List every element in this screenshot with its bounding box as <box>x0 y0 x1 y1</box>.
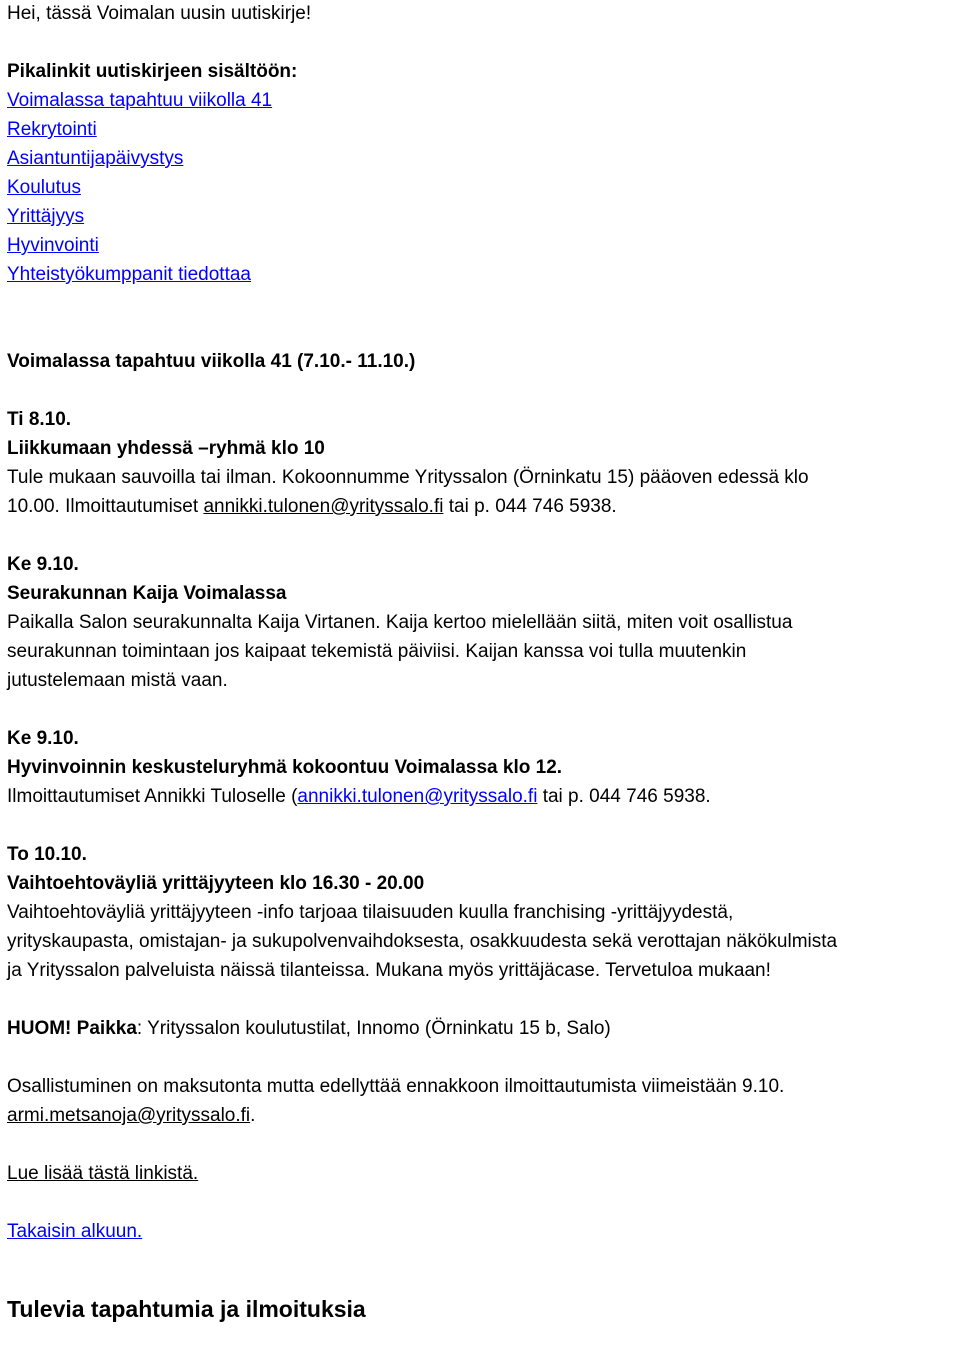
registration-text: Ilmoittautumiset Annikki Tuloselle ( <box>7 786 298 807</box>
event-description: yrityskaupasta, omistajan- ja sukupolvenvaihdoksesta, osakkuudesta sekä verottajan näkökulmista <box>7 931 838 952</box>
event-description: seurakunnan toimintaan jos kaipaat tekemistä päiviisi. Kaijan kanssa voi tulla muutenkin <box>7 641 747 662</box>
event-registration <box>7 782 960 811</box>
event-description: jutustelemaan mistä vaan. <box>7 670 228 691</box>
event-title: Vaihtoehtoväyliä yrittäjyyteen klo 16.30 - 20.00 <box>7 873 425 894</box>
week-heading: Voimalassa tapahtuu viikolla 41 (7.10.- 11.10.) <box>7 351 416 372</box>
event-contact <box>7 1101 960 1130</box>
event-location <box>7 1014 960 1043</box>
event-date: Ke 9.10. <box>7 728 79 749</box>
quicklink-rekrytointi[interactable]: Rekrytointi <box>7 119 97 140</box>
quicklink-koulutus[interactable]: Koulutus <box>7 177 81 198</box>
registration-text: 10.00. Ilmoittautumiset <box>7 496 204 517</box>
back-to-top-row <box>7 1217 960 1246</box>
event-date: Ke 9.10. <box>7 554 79 575</box>
event-title: Liikkumaan yhdessä –ryhmä klo 10 <box>7 438 325 459</box>
huom-label: HUOM! <box>7 1018 72 1039</box>
quicklinks-section <box>7 57 960 289</box>
event-description: Tule mukaan sauvoilla tai ilman. Kokoonnumme Yrityssalon (Örninkatu 15) pääoven edessä klo <box>7 467 809 488</box>
contact-suffix: . <box>250 1105 256 1126</box>
event-title: Seurakunnan Kaija Voimalassa <box>7 583 287 604</box>
email-link[interactable]: annikki.tulonen@yrityssalo.fi <box>203 496 444 517</box>
greeting: Hei, tässä Voimalan uusin uutiskirje! <box>7 3 312 24</box>
quicklink-voimalassa-tapahtuu[interactable]: Voimalassa tapahtuu viikolla 41 <box>7 90 273 111</box>
email-link[interactable]: annikki.tulonen@yrityssalo.fi <box>297 786 538 807</box>
paikka-label: Paikka <box>76 1018 137 1039</box>
quicklink-yrittajyys[interactable]: Yrittäjyys <box>7 206 85 227</box>
back-to-top-link[interactable]: Takaisin alkuun. <box>7 1221 143 1242</box>
phone-text: tai p. 044 746 5938. <box>443 496 617 517</box>
event-seurakunta <box>7 550 960 695</box>
upcoming-heading: Tulevia tapahtumia ja ilmoituksia <box>7 1296 366 1322</box>
quicklink-hyvinvointi[interactable]: Hyvinvointi <box>7 235 99 256</box>
contact-email-link[interactable]: armi.metsanoja@yrityssalo.fi <box>7 1105 251 1126</box>
event-vaihtoehtovaylia <box>7 840 960 1246</box>
event-description: Paikalla Salon seurakunnalta Kaija Virtanen. Kaija kertoo mielellään siitä, miten voit osallistua <box>7 612 793 633</box>
event-registration <box>7 492 960 521</box>
quicklinks-heading: Pikalinkit uutiskirjeen sisältöön: <box>7 61 298 82</box>
event-participation: Osallistuminen on maksutonta mutta edellyttää ennakkoon ilmoittautumista viimeistään 9.10. <box>7 1076 785 1097</box>
event-date: Ti 8.10. <box>7 409 72 430</box>
paikka-text: : Yrityssalon koulutustilat, Innomo (Örninkatu 15 b, Salo) <box>136 1018 611 1039</box>
week-section <box>7 347 960 1246</box>
quicklink-asiantuntijapaivystys[interactable]: Asiantuntijapäivystys <box>7 148 184 169</box>
read-more-link[interactable]: Lue lisää tästä linkistä. <box>7 1163 199 1184</box>
quicklink-yhteistyokumppanit[interactable]: Yhteistyökumppanit tiedottaa <box>7 264 251 285</box>
event-date: To 10.10. <box>7 844 87 865</box>
event-description: ja Yrityssalon palveluista näissä tilanteissa. Mukana myös yrittäjäcase. Tervetuloa mukaan! <box>7 960 771 981</box>
read-more-row <box>7 1159 960 1188</box>
event-title: Hyvinvoinnin keskusteluryhmä kokoontuu Voimalassa klo 12. <box>7 757 563 778</box>
phone-text: tai p. 044 746 5938. <box>537 786 711 807</box>
newsletter-page <box>7 0 960 1324</box>
event-keskusteluryhma <box>7 724 960 811</box>
event-description: Vaihtoehtoväyliä yrittäjyyteen -info tarjoaa tilaisuuden kuulla franchising -yrittäjyydestä, <box>7 902 734 923</box>
event-liikkumaan <box>7 405 960 521</box>
